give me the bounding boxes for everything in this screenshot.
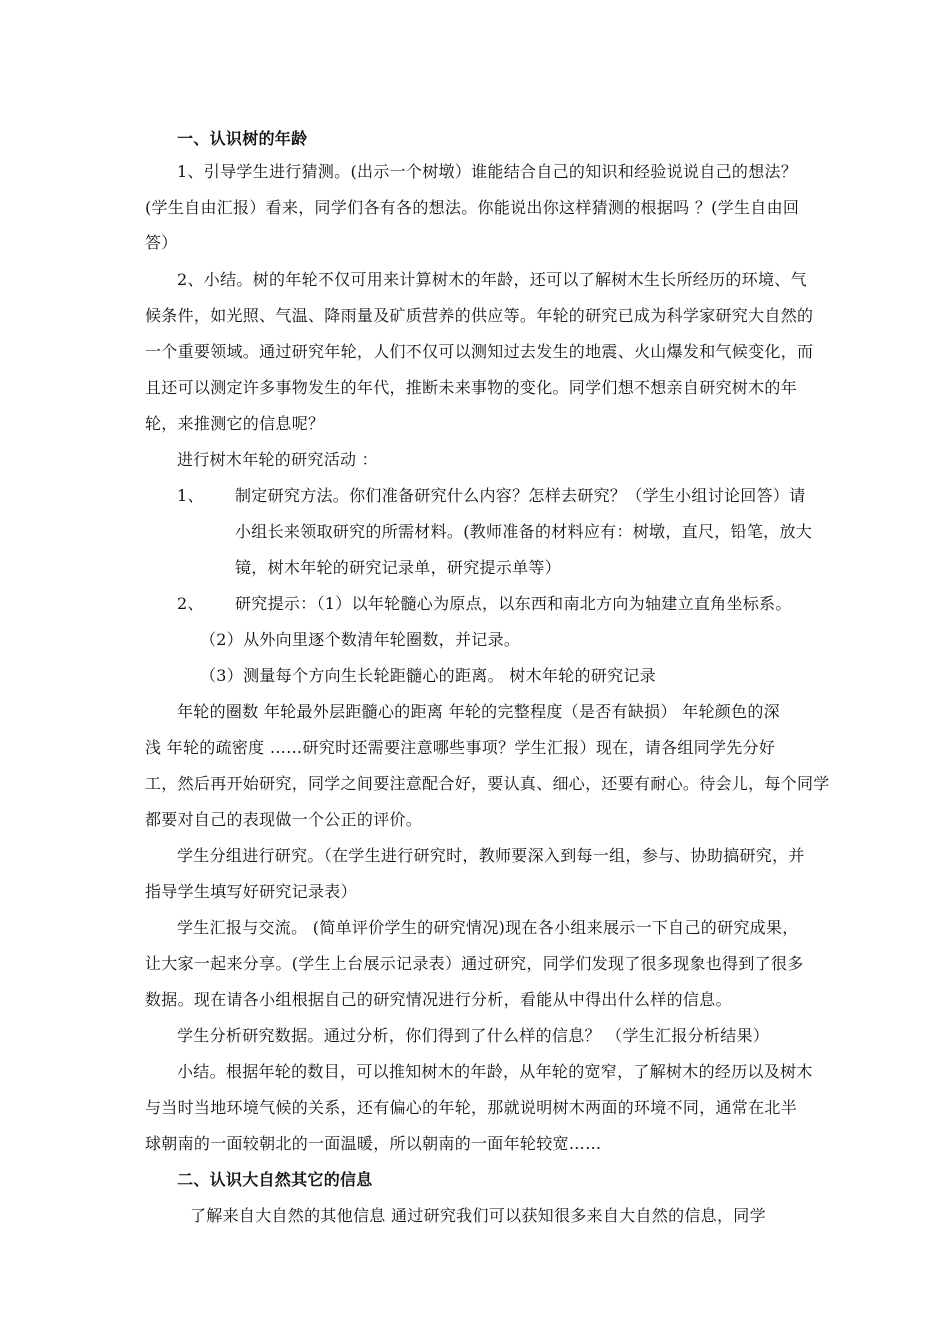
paragraph-line: 轮，来推测它的信息呢？ bbox=[145, 414, 325, 433]
paragraph-line: 且还可以测定许多事物发生的年代，推断未来事物的变化。同学们想不想亲自研究树木的年 bbox=[145, 378, 798, 397]
list-item-text: 小组长来领取研究的所需材料。(教师准备的材料应有：树墩，直尺，铅笔，放大 bbox=[235, 522, 813, 541]
list-item-text: 研究提示：（1）以年轮髓心为原点，以东西和南北方向为轴建立直角坐标系。 bbox=[235, 594, 792, 613]
paragraph-line: 候条件，如光照、气温、降雨量及矿质营养的供应等。年轮的研究已成为科学家研究大自然的 bbox=[145, 306, 814, 325]
paragraph-line: 年轮的圈数 年轮最外层距髓心的距离 年轮的完整程度（是否有缺损） 年轮颜色的深 bbox=[177, 702, 780, 721]
paragraph-line: 指导学生填写好研究记录表） bbox=[145, 882, 357, 901]
paragraph-line: 与当时当地环境气候的关系，还有偏心的年轮，那就说明树木两面的环境不同，通常在北半 bbox=[145, 1098, 798, 1117]
paragraph-line: 浅 年轮的疏密度 ……研究时还需要注意哪些事项？学生汇报）现在，请各组同学先分好 bbox=[145, 738, 776, 757]
list-marker: 1、 bbox=[177, 486, 204, 505]
list-marker: 2、 bbox=[177, 594, 204, 613]
paragraph-line: 答） bbox=[145, 233, 178, 252]
list-item-text: （3）测量每个方向生长轮距髓心的距离。 树木年轮的研究记录 bbox=[200, 666, 656, 685]
section1-heading: 一、认识树的年龄 bbox=[177, 129, 308, 148]
paragraph-line: 工，然后再开始研究，同学之间要注意配合好，要认真、细心，还要有耐心。待会儿，每个同学 bbox=[145, 774, 830, 793]
paragraph-line: 让大家一起来分享。(学生上台展示记录表）通过研究，同学们发现了很多现象也得到了很多 bbox=[145, 954, 804, 973]
paragraph-line: 学生分组进行研究。（在学生进行研究时，教师要深入到每一组，参与、协助搞研究，并 bbox=[177, 846, 805, 865]
paragraph-line: 进行树木年轮的研究活动 ： bbox=[177, 450, 378, 469]
paragraph-line: 球朝南的一面较朝北的一面温暖，所以朝南的一面年轮较宽…… bbox=[145, 1134, 602, 1153]
paragraph-line: 一个重要领域。通过研究年轮，人们不仅可以测知过去发生的地震、火山爆发和气候变化，而 bbox=[145, 342, 814, 361]
list-item-text: 镜，树木年轮的研究记录单，研究提示单等） bbox=[235, 558, 562, 577]
paragraph-line: 学生汇报与交流。 (简单评价学生的研究情况)现在各小组来展示一下自己的研究成果， bbox=[177, 918, 799, 937]
paragraph-line: 2、小结。树的年轮不仅可用来计算树木的年龄，还可以了解树木生长所经历的环境、气 bbox=[177, 270, 807, 289]
paragraph-line: (学生自由汇报）看来，同学们各有各的想法。你能说出你这样猜测的根据吗 ？(学生自由回 bbox=[145, 198, 800, 217]
paragraph-line: 小结。根据年轮的数目，可以推知树木的年龄，从年轮的宽窄，了解树木的经历以及树木 bbox=[177, 1062, 813, 1081]
paragraph-line: 都要对自己的表现做一个公正的评价。 bbox=[145, 810, 423, 829]
list-item-text: 制定研究方法。你们准备研究什么内容？怎样去研究？（学生小组讨论回答）请 bbox=[235, 486, 806, 505]
paragraph-line: 数据。现在请各小组根据自己的研究情况进行分析，看能从中得出什么样的信息。 bbox=[145, 990, 732, 1009]
paragraph-line: 学生分析研究数据。通过分析，你们得到了什么样的信息？ （学生汇报分析结果） bbox=[177, 1026, 770, 1045]
paragraph-line: 1、引导学生进行猜测。(出示一个树墩）谁能结合自己的知识和经验说说自己的想法？ bbox=[177, 162, 798, 181]
paragraph-line: 了解来自大自然的其他信息 通过研究我们可以获知很多来自大自然的信息，同学 bbox=[190, 1206, 766, 1225]
section2-heading: 二、认识大自然其它的信息 bbox=[177, 1170, 373, 1189]
list-item-text: （2）从外向里逐个数清年轮圈数，并记录。 bbox=[200, 630, 521, 649]
